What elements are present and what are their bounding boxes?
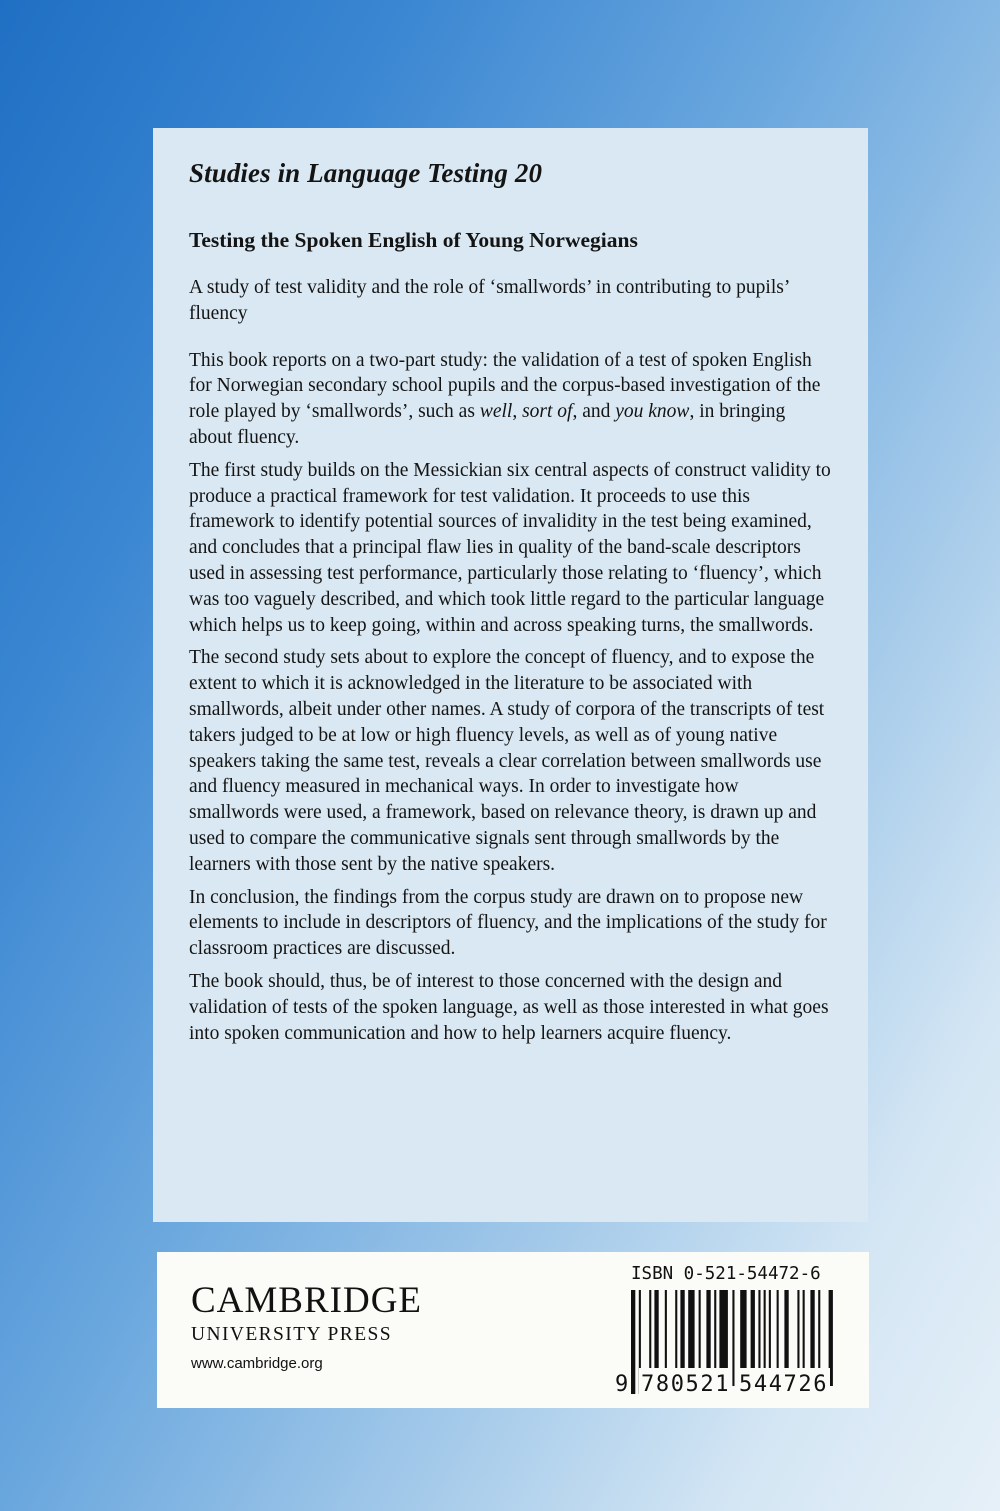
back-cover-text-panel: [153, 128, 868, 1222]
example-smallword-well: well: [479, 401, 513, 423]
paragraph-1-separator-2: , and: [572, 401, 616, 423]
description-paragraph-2: The first study builds on the Messickian six central aspects of construct validity to produce a practical framework for test validation. It proceeds to use this framework to identify potential sources of invalidity in the test being examined, and concludes that a principal flaw lies in quality of the band-scale descriptors used in assessing test performance, particularly those relating to ‘fluency’, which was too vaguely described, and which took little regard to the particular language which helps us to keep going, within and across speaking turns, the smallwords.: [189, 459, 831, 636]
paragraph-1-separator-1: ,: [512, 401, 523, 423]
paragraph-1-text-b: , in bringing about fluency.: [189, 401, 786, 448]
publisher-name: CAMBRIDGE: [191, 1280, 423, 1321]
book-subtitle: A study of test validity and the role of ‘smallwords’ in contributing to pupils’ fluency: [189, 277, 789, 324]
isbn-barcode: [615, 1290, 839, 1402]
description-paragraph-4: In conclusion, the findings from the corpus study are drawn on to propose new elements to include in descriptors of fluency, and the implications of the study for classroom practices are discussed.: [189, 886, 827, 960]
description-paragraph-5: The book should, thus, be of interest to those concerned with the design and validation of tests of the spoken language, as well as those interested in what goes into spoken communication and how to help learners acquire fluency.: [189, 970, 829, 1044]
series-title: Studies in Language Testing 20: [189, 158, 543, 188]
example-smallword-sort-of: sort of: [522, 401, 573, 423]
publisher-website: www.cambridge.org: [191, 1355, 323, 1372]
barcode-lead-digit: 9: [615, 1372, 629, 1397]
publisher-footer-panel: [157, 1252, 869, 1408]
barcode-digit-group-1: 780521: [639, 1368, 732, 1402]
publisher-subname: UNIVERSITY PRESS: [191, 1324, 392, 1345]
description-paragraph-1: [189, 348, 832, 451]
paragraph-1-text-a: This book reports on a two-part study: the validation of a test of spoken English for Norwegian secondary school pupils and the corpus-based investigation of the role played by ‘smallwords’, such as: [189, 349, 821, 423]
example-smallword-you-know: you know: [615, 401, 690, 423]
book-title: Testing the Spoken English of Young Norwegians: [189, 228, 638, 252]
barcode-digits: [615, 1368, 839, 1402]
description-paragraph-3: The second study sets about to explore the concept of fluency, and to expose the extent to which it is acknowledged in the literature to be associated with smallwords, albeit under other names. A study of corpora of the transcripts of test takers judged to be at low or high fluency levels, as well as of young native speakers taking the same test, reveals a clear correlation between smallwords use and fluency measured in mechanical ways. In order to investigate how smallwords were used, a framework, based on relevance theory, is drawn up and used to compare the communicative signals sent through smallwords by the learners with those sent by the native speakers.: [189, 647, 825, 875]
publisher-logo: [191, 1282, 422, 1372]
barcode-digit-group-2: 544726: [737, 1368, 830, 1402]
isbn-label: ISBN 0-521-54472-6: [631, 1264, 821, 1284]
